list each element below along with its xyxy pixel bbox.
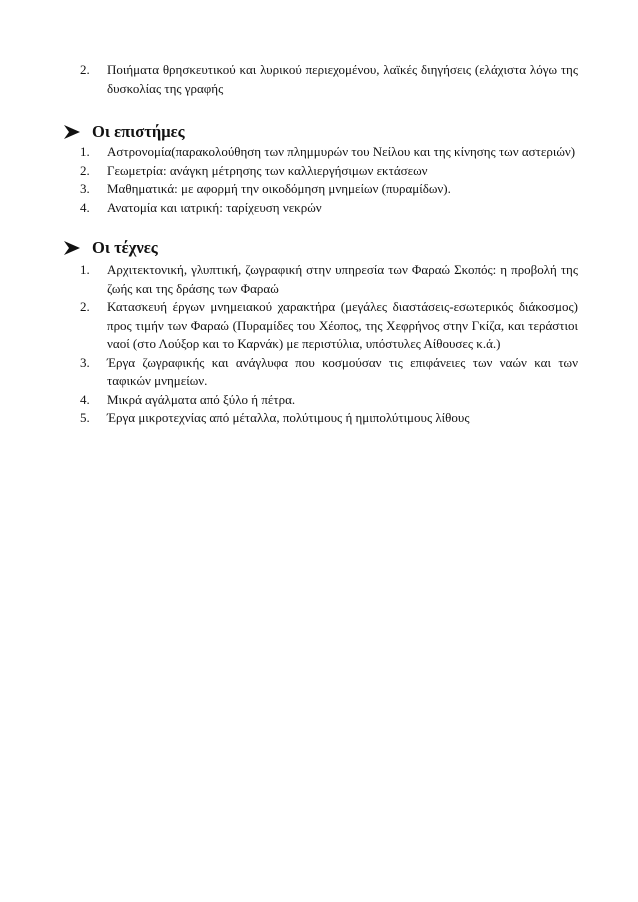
list-item-number: 2. [80, 299, 90, 314]
top-list [80, 61, 578, 98]
list-item [80, 180, 578, 199]
section-heading-arts [63, 238, 158, 258]
sciences-list [80, 143, 578, 217]
list-item-number: 2. [80, 162, 90, 178]
list-item-number: 3. [80, 354, 90, 370]
section-heading-sciences [63, 122, 185, 142]
list-item [80, 143, 578, 162]
list-item-number: 4. [80, 391, 90, 407]
list-item-text: Έργα ζωγραφικής και ανάγλυφα που κοσμούσαν τις επιφάνειες των ναών και των ταφικών μνημείων. [107, 354, 578, 388]
list-item [80, 199, 578, 218]
list-item-text: Γεωμετρία: ανάγκη μέτρησης των καλλιεργήσιμων εκτάσεων [107, 162, 428, 178]
list-item [80, 261, 578, 298]
list-item-number: 4. [80, 199, 90, 215]
list-item-text: Μικρά αγάλματα από ξύλο ή πέτρα. [107, 391, 296, 407]
list-item-text: Ανατομία και ιατρική: ταρίχευση νεκρών [107, 199, 322, 215]
list-item-text: Αστρονομία(παρακολούθηση των πλημμυρών του Νείλου και της κίνησης των αστεριών) [107, 144, 576, 159]
list-item-number: 2. [80, 62, 90, 77]
list-item [80, 354, 578, 391]
list-item [80, 391, 578, 410]
list-item [80, 409, 578, 428]
list-item-text: Ποιήματα θρησκευτικού και λυρικού περιεχομένου, λαϊκές διηγήσεις (ελάχιστα λόγω της δυσκολίας της γραφής [107, 62, 578, 96]
list-item-number: 3. [80, 181, 90, 196]
list-item-text: Μαθηματικά: με αφορμή την οικοδόμηση μνημείων (πυραμίδων). [107, 181, 451, 196]
section-title: Οι επιστήμες [92, 122, 185, 141]
arrow-bullet-icon [63, 124, 81, 140]
list-item-text: Κατασκευή έργων μνημειακού χαρακτήρα (μεγάλες διαστάσεις-εσωτερικός διάκοσμος) προς τιμήν των Φαραώ (Πυραμίδες του Χέοπος, της Χεφρήνος στην Γκίζα, και τεράστιοι ναοί (στο Λούξορ και το Καρνάκ) με περιστύλια, υπόστυλες Αίθουσες κ.ά.) [107, 299, 578, 351]
list-item-text: Έργα μικροτεχνίας από μέταλλα, πολύτιμους ή ημιπολύτιμους λίθους [107, 410, 470, 425]
list-item [80, 162, 578, 181]
list-item-number: 5. [80, 410, 90, 425]
list-item [80, 61, 578, 98]
list-item-number: 1. [80, 144, 90, 159]
list-item-text: Αρχιτεκτονική, γλυπτική, ζωγραφική στην υπηρεσία των Φαραώ Σκοπός: η προβολή της ζωής και της δράσης των Φαραώ [107, 262, 578, 296]
list-item [80, 298, 578, 354]
section-title: Οι τέχνες [92, 238, 158, 257]
list-item-number: 1. [80, 262, 90, 277]
arrow-bullet-icon [63, 240, 81, 256]
arts-list [80, 261, 578, 428]
